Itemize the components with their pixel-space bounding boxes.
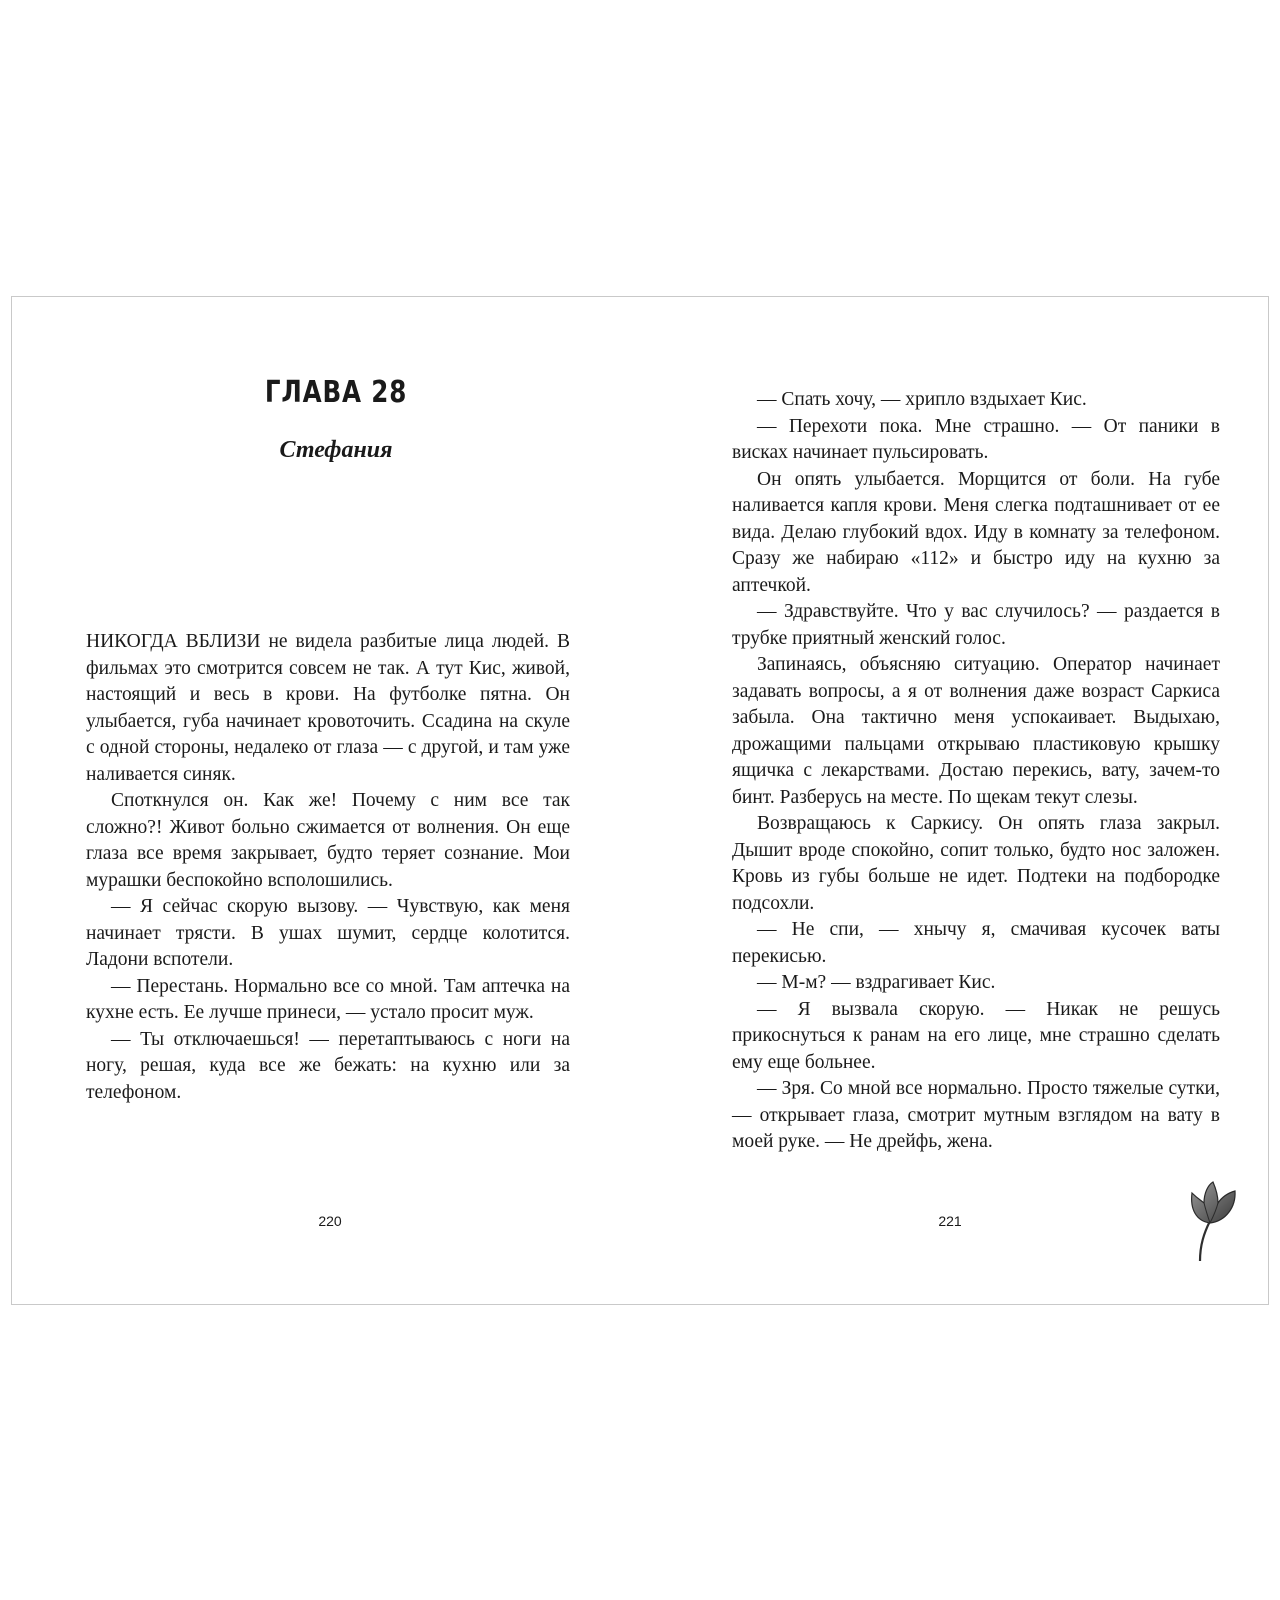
right-page-text bbox=[732, 387, 1220, 1156]
paragraph: — Зря. Со мной все нормально. Просто тяжелые сутки, — открывает глаза, смотрит мутным взглядом на вату в моей руке. — Не дрейфь, жена. bbox=[732, 1078, 1220, 1152]
paragraph: Споткнулся он. Как же! Почему с ним все так сложно?! Живот больно сжимается от волнения. Он еще глаза все время закрывает, будто теряет сознание. Мои мурашки беспокойно всполошились. bbox=[86, 790, 570, 891]
paragraph: — Перестань. Нормально все со мной. Там аптечка на кухне есть. Ее лучше принеси, — устало просит муж. bbox=[86, 975, 570, 1023]
left-page bbox=[12, 297, 652, 1306]
paragraph: — Здравствуйте. Что у вас случилось? — раздается в трубке приятный женский голос. bbox=[732, 601, 1220, 649]
chapter-title: ГЛАВА 28 bbox=[264, 375, 408, 410]
chapter-subtitle: Стефания bbox=[279, 437, 393, 463]
paragraph: Возвращаюсь к Саркису. Он опять глаза закрыл. Дышит вроде спокойно, сопит только, будто нос заложен. Кровь из губы больше не идет. Подтеки на подбородке подсохли. bbox=[732, 813, 1220, 914]
paragraph: — Не спи, — хнычу я, смачивая кусочек ваты перекисью. bbox=[732, 919, 1220, 967]
left-page-text bbox=[86, 629, 570, 1106]
paragraph: — Перехоти пока. Мне страшно. — От паники в висках начинает пульсировать. bbox=[732, 415, 1220, 463]
paragraph: НИКОГДА ВБЛИЗИ не видела разбитые лица людей. В фильмах это смотрится совсем не так. А тут Кис, живой, настоящий и весь в крови. На футболке пятна. Он улыбается, губа начинает кровоточить. Ссадина на скуле с одной стороны, недалеко от глаза — с другой, и там уже наливается синяк. bbox=[86, 631, 570, 785]
paragraph: — М-м? — вздрагивает Кис. bbox=[757, 972, 996, 993]
paragraph: — Я вызвала скорую. — Никак не решусь прикоснуться к ранам на его лице, мне страшно сделать ему еще больнее. bbox=[732, 998, 1220, 1073]
paragraph: Запинаясь, объясняю ситуацию. Оператор начинает задавать вопросы, а я от волнения даже возраст Саркиса забыла. Она тактично меня успокаивает. Выдыхаю, дрожащими пальцами открываю пластиковую крышку ящичка с лекарствами. Достаю перекись, вату, зачем-то бинт. Разберусь на месте. По щекам текут слезы. bbox=[732, 654, 1220, 808]
right-page bbox=[652, 297, 1270, 1306]
tulip-icon bbox=[1180, 1181, 1240, 1263]
paragraph: Он опять улыбается. Морщится от боли. На губе наливается капля крови. Меня слегка подташнивает от ее вида. Делаю глубокий вдох. Иду в комнату за телефоном. Сразу же набираю «112» и быстро иду на кухню за аптечкой. bbox=[732, 468, 1220, 596]
paragraph: — Спать хочу, — хрипло вздыхает Кис. bbox=[757, 389, 1087, 410]
page-number: 221 bbox=[938, 1213, 962, 1229]
paragraph: — Ты отключаешься! — перетаптываюсь с ноги на ногу, решая, куда все же бежать: на кухню или за телефоном. bbox=[86, 1028, 570, 1103]
paragraph: — Я сейчас скорую вызову. — Чувствую, как меня начинает трясти. В ушах шумит, сердце колотится. Ладони вспотели. bbox=[86, 896, 570, 970]
book-spread bbox=[11, 296, 1269, 1305]
page-number: 220 bbox=[318, 1213, 342, 1229]
